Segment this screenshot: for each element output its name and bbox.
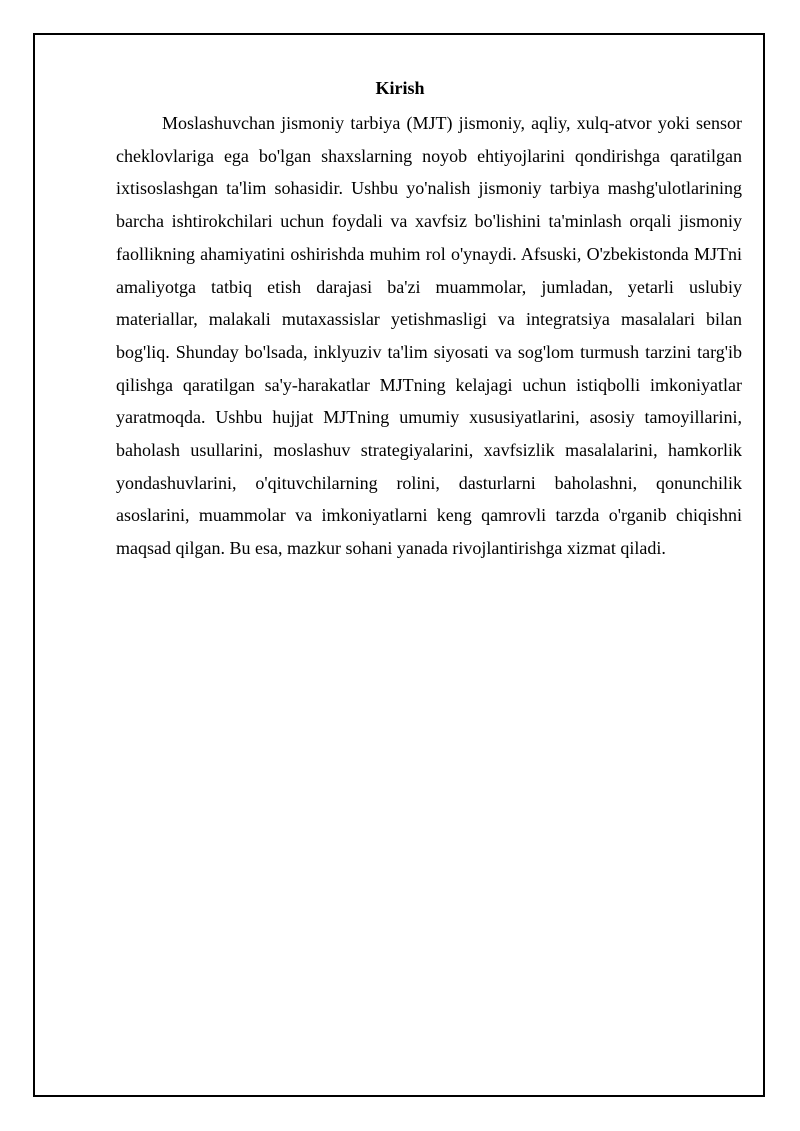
page-title: Kirish <box>375 78 425 98</box>
body-paragraph: Moslashuvchan jismoniy tarbiya (MJT) jismoniy, aqliy, xulq-atvor yoki sensor cheklovlariga ega bo'lgan shaxslarning noyob ehtiyojlarini qondirishga qaratilgan ixtisoslashgan ta'lim sohasidir. Ushbu yo'nalish jismoniy tarbiya mashg'ulotlarining barcha ishtirokchilari uchun foydali va xavfsiz bo'lishini ta'minlash orqali jismoniy faollikning ahamiyatini oshirishda muhim rol o'ynaydi. Afsuski, O'zbekistonda MJTni amaliyotga tatbiq etish darajasi ba'zi muammolar, jumladan, yetarli uslubiy materiallar, malakali mutaxassislar yetishmasligi va integratsiya masalalari bilan bog'liq. Shunday bo'lsada, inklyuziv ta'lim siyosati va sog'lom turmush tarzini targ'ib qilishga qaratilgan sa'y-harakatlar MJTning kelajagi uchun istiqbolli imkoniyatlar yaratmoqda. Ushbu hujjat MJTning umumiy xususiyatlarini, asosiy tamoyillarini, baholash usullarini, moslashuv strategiyalarini, xavfsizlik masalalarini, hamkorlik yondashuvlarini, o'qituvchilarning rolini, dasturlarni baholashni, qonunchilik asoslarini, muammolar va imkoniyatlarni keng qamrovli tarzda o'rganib chiqishni maqsad qilgan. Bu esa, mazkur sohani yanada rivojlantirishga xizmat qiladi. <box>116 113 742 559</box>
